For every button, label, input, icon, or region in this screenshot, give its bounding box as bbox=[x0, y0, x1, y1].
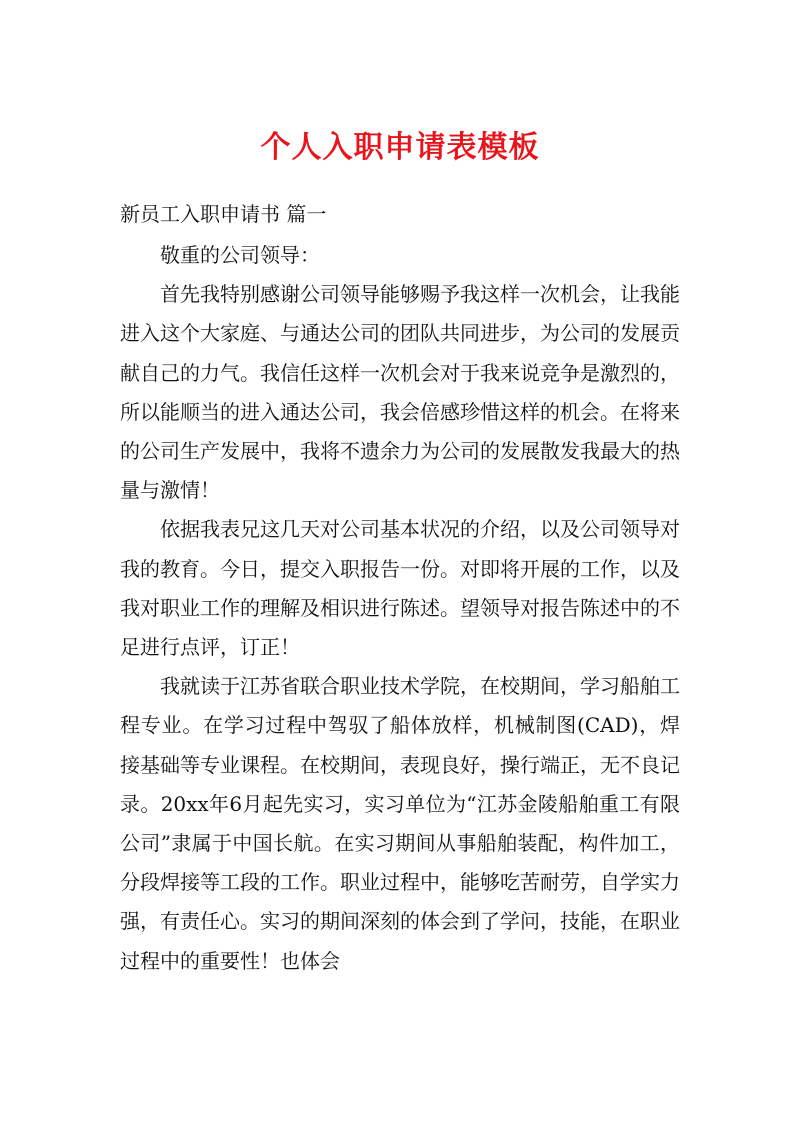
paragraph-gratitude: 首先我特别感谢公司领导能够赐予我这样一次机会，让我能进入这个大家庭、与通达公司的团队共同进步，为公司的发展贡献自己的力气。我信任这样一次机会对于我来说竞争是激烈的，所以能顺当的进入通达公司，我会倍感珍惜这样的机会。在将来的公司生产发展中，我将不遗余力为公司的发展散发我最大的热量与激情！ bbox=[120, 282, 680, 503]
section-heading: 新员工入职申请书 篇一 bbox=[120, 202, 327, 226]
paragraph-education: 我就读于江苏省联合职业技术学院，在校期间，学习船舶工程专业。在学习过程中驾驭了船体放样，机械制图(CAD)，焊接基础等专业课程。在校期间，表现良好，操行端正，无不良记录。20xx年6月起先实习，实习单位为“江苏金陵船舶重工有限公司”隶属于中国长航。在实习期间从事船舶装配，构件加工，分段焊接等工段的工作。职业过程中，能够吃苦耐劳，自学实力强，有责任心。实习的期间深刻的体会到了学问，技能，在职业过程中的重要性！也体会 bbox=[120, 674, 680, 973]
document-title: 个人入职申请表模板 bbox=[260, 130, 540, 165]
paragraph-report: 依据我表兄这几天对公司基本状况的介绍，以及公司领导对我的教育。今日，提交入职报告一份。对即将开展的工作，以及我对职业工作的理解及相识进行陈述。望领导对报告陈述中的不足进行点评，订正！ bbox=[120, 517, 680, 660]
document-body bbox=[120, 236, 680, 981]
salutation: 敬重的公司领导： bbox=[160, 243, 320, 267]
